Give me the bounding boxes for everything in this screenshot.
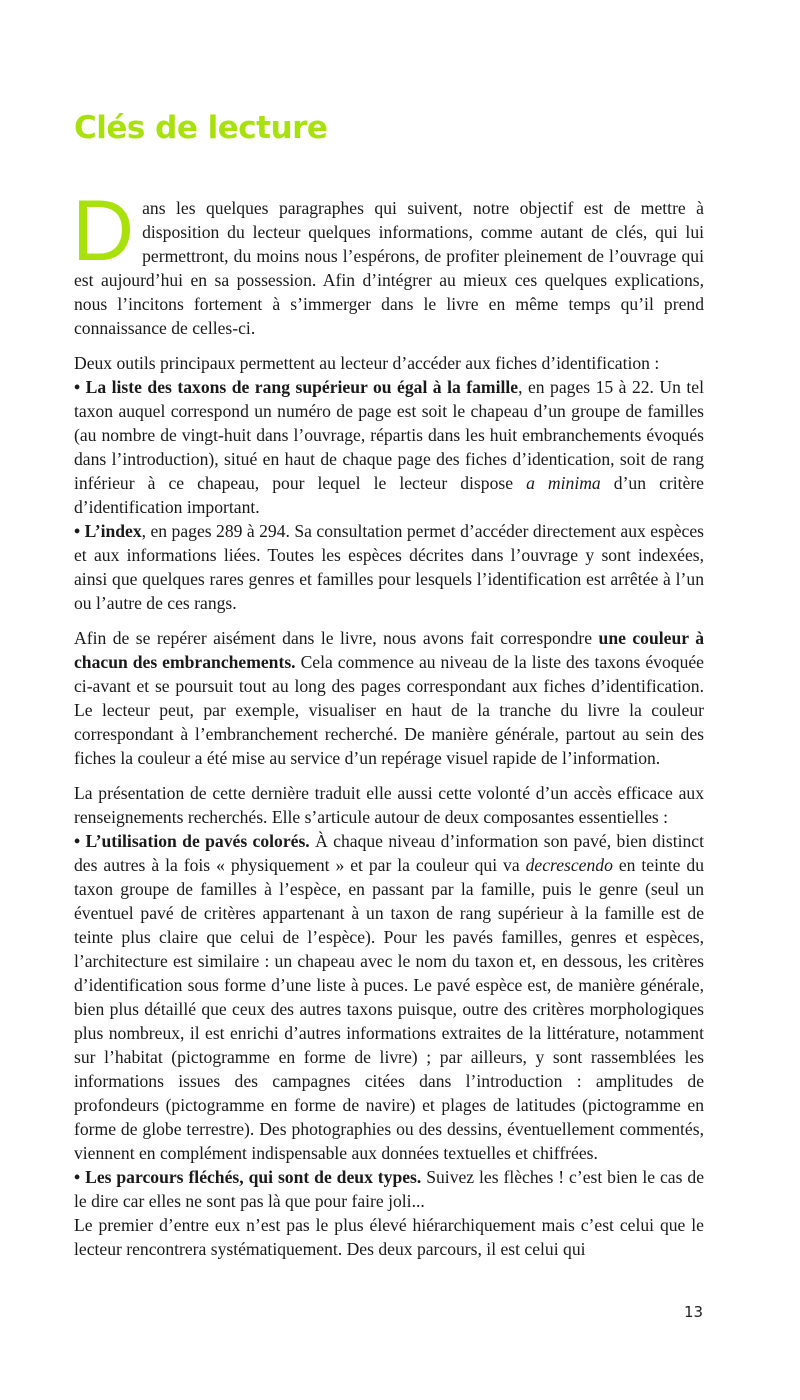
tools-item2-text: , en pages 289 à 294. Sa consultation permet d’accéder directement aux espèces et aux informations liées. Toutes les espèces décrites dans l’ouvrage y sont indexées, ainsi que quelques rares genres et familles pour lesquels l’identification est arrêtée à l’un ou l’autre de ces rangs.	[74, 521, 704, 613]
presentation-paragraph	[74, 781, 704, 1261]
colors-text-end: Cela commence au niveau de la liste des taxons évoquée ci-avant et se poursuit tout au long des pages correspondant aux fiches d’identification. Le lecteur peut, par exemple, visualiser en haut de la tranche du livre la couleur correspondant à l’embranchement recherché. De manière générale, partout au sein des fiches la couleur a été mise au service d’un repérage visuel rapide de l’information.	[74, 652, 704, 768]
tools-item1-heading: • La liste des taxons de rang supérieur ou égal à la famille	[74, 377, 519, 397]
colors-paragraph	[74, 626, 704, 770]
page-number: 13	[684, 1303, 704, 1321]
intro-text: ans les quelques paragraphes qui suivent, notre objectif est de mettre à disposition du lecteur quelques informations, comme autant de clés, qui lui permettront, du moins nous l’espérons, de profiter pleinement de l’ouvrage qui est aujourd’hui en sa possession. Afin d’intégrer au mieux ces quelques explications, nous l’incitons fortement à s’immerger dans le livre en même temps qu’il prend connaissance de celles-ci.	[74, 198, 704, 338]
presentation-item1-end: en teinte du taxon groupe de familles à l’espèce, en passant par la famille, puis le genre (seul un éventuel pavé de critères appartenant à un taxon de rang supérieur à la famille est de teinte plus claire que celui de l’espèce). Pour les pavés familles, genres et espèces, l’architecture est similaire : un chapeau avec le nom du taxon et, en dessous, les critères d’identification sous forme d’une liste à puces. Le pavé espèce est, de manière générale, bien plus détaillé que ceux des autres taxons puisque, outre des critères morphologiques plus nombreux, il est enrichi d’autres informations extraites de la littérature, notamment sur l’habitat (pictogramme en forme de livre) ; par ailleurs, y sont rassemblées les informations issues des campagnes citées dans l’introduction : amplitudes de profondeurs (pictogramme en forme de navire) et plages de latitudes (pictogramme en forme de globe terrestre). Des photographies ou des dessins, éventuellement commentés, viennent en complément indispensable aux données textuelles et chiffrées.	[74, 855, 704, 1163]
presentation-item1-italic: decrescendo	[525, 855, 613, 875]
drop-cap: D	[72, 183, 135, 279]
presentation-item2-text: Suivez les flèches ! c’est bien le cas de le dire car elles ne sont pas là que pour faire joli...	[74, 1167, 704, 1211]
tools-paragraph	[74, 351, 704, 615]
colors-bold: une couleur à chacun des embranchements.	[74, 628, 704, 672]
presentation-item2-heading: • Les parcours fléchés, qui sont de deux types.	[74, 1167, 422, 1187]
presentation-lead: La présentation de cette dernière traduit elle aussi cette volonté d’un accès efficace aux renseignements recherchés. Elle s’articule autour de deux composantes essentielles :	[74, 783, 704, 827]
tools-item1-end: d’un critère d’identification important.	[74, 473, 704, 517]
tools-item1-italic: a minima	[526, 473, 601, 493]
page-title: Clés de lecture	[74, 110, 328, 146]
presentation-item1-heading: • L’utilisation de pavés colorés.	[74, 831, 310, 851]
body-text	[72, 183, 705, 1272]
colors-text-start: Afin de se repérer aisément dans le livre, nous avons fait correspondre	[74, 628, 599, 648]
presentation-item1-text: À chaque niveau d’information son pavé, bien distinct des autres à la fois « physiquement » et par la couleur qui va	[74, 831, 704, 875]
tools-item1-text: , en pages 15 à 22. Un tel taxon auquel correspond un numéro de page est soit le chapeau d’un groupe de familles (au nombre de vingt-huit dans l’ouvrage, répartis dans les huit embranchements évoqués dans l’introduction), situé en haut de chaque page des fiches d’identication, soit de rang inférieur à ce chapeau, pour lequel le lecteur dispose	[74, 377, 705, 493]
tools-lead: Deux outils principaux permettent au lecteur d’accéder aux fiches d’identification :	[74, 353, 660, 373]
intro-paragraph	[72, 183, 704, 340]
tools-item2-heading: • L’index	[74, 521, 142, 541]
presentation-item2-continuation: Le premier d’entre eux n’est pas le plus élevé hiérarchiquement mais c’est celui que le lecteur rencontrera systématiquement. Des deux parcours, il est celui qui	[74, 1215, 704, 1259]
